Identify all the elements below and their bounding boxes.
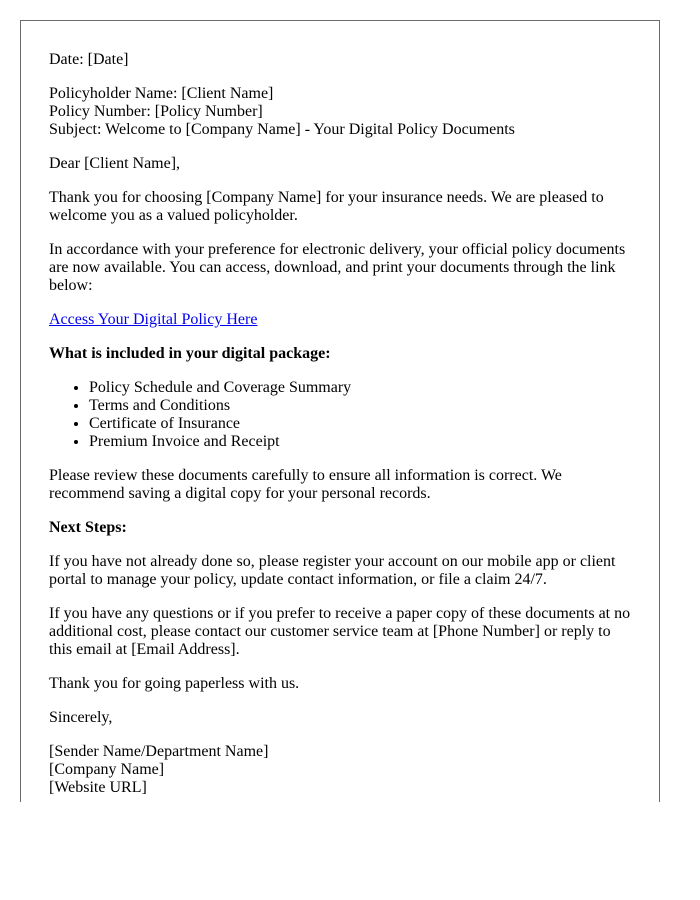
closing: Sincerely, (49, 709, 113, 726)
list-item: • Certificate of Insurance (89, 415, 631, 433)
signature-website: [Website URL] (49, 779, 147, 796)
paragraph-paperless: Thank you for going paperless with us. (49, 675, 300, 692)
list-item: • Policy Schedule and Coverage Summary (89, 379, 631, 397)
policy-number-line: Policy Number: [Policy Number] (49, 103, 263, 120)
link-paragraph (49, 311, 631, 329)
paragraph-delivery: In accordance with your preference for electronic delivery, your official policy documents are now available. You can access, download, and print your documents through the link below: (49, 241, 626, 294)
paragraph-questions: If you have any questions or if you prefer to receive a paper copy of these documents at no additional cost, please contact our customer service team at [Phone Number] or reply to this email at [Email Address]. (49, 605, 631, 658)
list-item: • Terms and Conditions (89, 397, 631, 415)
package-heading: What is included in your digital package: (49, 345, 331, 362)
date-line: Date: [Date] (49, 51, 129, 68)
letter-container (20, 20, 660, 802)
package-list (49, 379, 631, 451)
policyholder-name-line: Policyholder Name: [Client Name] (49, 85, 274, 102)
greeting: Dear [Client Name], (49, 155, 181, 172)
paragraph-review: Please review these documents carefully to ensure all information is correct. We recommend saving a digital copy for your personal records. (49, 467, 562, 502)
access-policy-link[interactable]: Access Your Digital Policy Here (49, 311, 258, 328)
list-item: • Premium Invoice and Receipt (89, 433, 631, 451)
paragraph-thanks: Thank you for choosing [Company Name] for your insurance needs. We are pleased to welcome you as a valued policyholder. (49, 189, 604, 224)
next-steps-heading: Next Steps: (49, 519, 127, 536)
signature-block (49, 743, 631, 797)
signature-sender: [Sender Name/Department Name] (49, 743, 269, 760)
signature-company: [Company Name] (49, 761, 165, 778)
paragraph-register: If you have not already done so, please register your account on our mobile app or client portal to manage your policy, update contact information, or file a claim 24/7. (49, 553, 616, 588)
subject-line: Subject: Welcome to [Company Name] - Your Digital Policy Documents (49, 121, 515, 138)
policy-header (49, 85, 631, 139)
